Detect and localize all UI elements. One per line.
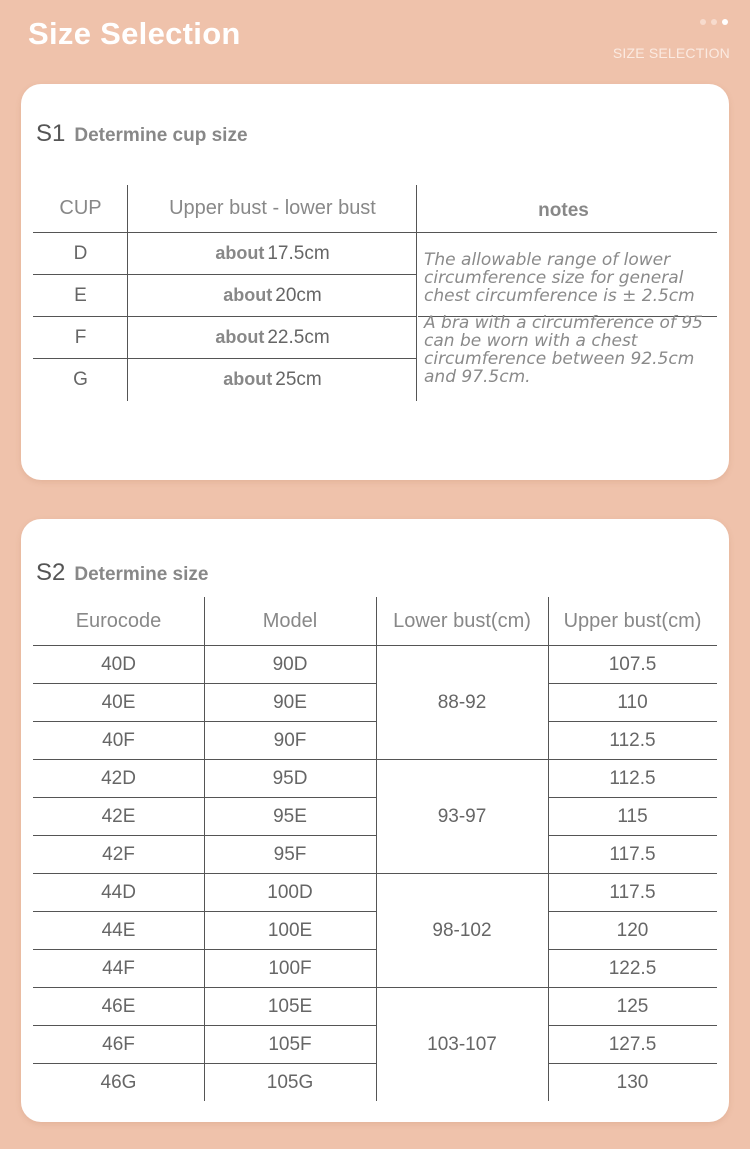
difference-cell [128,359,417,400]
cup-cell: F [74,326,87,348]
cup-cell: E [74,284,87,306]
difference-cell [128,317,417,358]
note-text: The allowable range of lower circumference size for general chest circumference is ± 2.5cm [424,250,695,306]
eurocode-cell: 40E [101,691,136,713]
eurocode-cell: 46G [100,1071,137,1093]
size-card [21,519,729,1122]
upper-bust-cell: 107.5 [608,653,657,675]
upper-bust-cell: 112.5 [609,767,656,789]
difference-cell [128,275,417,316]
lower-bust-cell: 88-92 [437,691,487,713]
section-title: Determine size [74,564,209,585]
upper-bust-cell: 122.5 [608,957,657,979]
model-cell: 90D [272,653,308,675]
model-cell: 105G [266,1071,314,1093]
page-subtitle: SIZE SELECTION [612,45,730,61]
model-cell: 100F [268,957,312,979]
carousel-dot-active[interactable] [722,19,728,25]
eurocode-cell: 42D [101,767,136,789]
lower-bust-cell: 98-102 [432,919,492,941]
eurocode-cell: 44F [102,957,135,979]
upper-bust-cell: 117.5 [609,843,656,865]
model-cell: 90E [273,691,307,713]
upper-bust-cell: 117.5 [609,881,656,903]
difference-value: 17.5cm [267,242,330,264]
cup-cell: G [73,368,88,390]
step-label: S2 [36,559,66,586]
column-header-lower-bust: Lower bust(cm) [393,609,531,632]
eurocode-cell: 46F [102,1033,135,1055]
eurocode-cell: 40D [101,653,136,675]
section-title: Determine cup size [74,125,248,146]
cup-cell: D [73,242,88,264]
difference-value: 25cm [275,368,322,390]
upper-bust-cell: 120 [616,919,649,941]
section-s2-heading [36,559,208,587]
eurocode-cell: 44E [101,919,136,941]
eurocode-cell: 42F [102,843,135,865]
column-header-eurocode: Eurocode [75,609,162,632]
carousel-dot[interactable] [700,19,706,25]
column-header-difference: Upper bust - lower bust [169,197,376,219]
eurocode-cell: 44D [101,881,136,903]
model-cell: 100E [267,919,313,941]
section-s1-heading [36,120,248,148]
lower-bust-cell: 93-97 [437,805,487,827]
difference-value: 20cm [275,284,322,306]
upper-bust-cell: 127.5 [608,1033,657,1055]
upper-bust-cell: 125 [616,995,649,1017]
eurocode-cell: 42E [101,805,136,827]
upper-bust-cell: 130 [616,1071,649,1093]
upper-bust-cell: 110 [617,691,648,713]
carousel-dots[interactable] [700,19,728,25]
difference-value: 22.5cm [267,326,330,348]
model-cell: 95F [273,843,307,865]
about-label: about [215,327,265,347]
step-label: S1 [36,120,66,147]
eurocode-cell: 40F [102,729,135,751]
carousel-dot[interactable] [711,19,717,25]
upper-bust-cell: 112.5 [609,729,656,751]
lower-bust-cell: 103-107 [427,1033,497,1055]
about-label: about [223,285,273,305]
model-cell: 105E [267,995,313,1017]
column-header-model: Model [262,609,318,632]
upper-bust-cell: 115 [617,805,648,827]
model-cell: 100D [267,881,313,903]
page-title: Size Selection [28,16,241,51]
model-cell: 105F [268,1033,312,1055]
about-label: about [223,369,273,389]
eurocode-cell: 46E [101,995,136,1017]
column-header-notes: notes [538,199,589,221]
column-header-cup: CUP [59,197,102,219]
model-cell: 95E [273,805,307,827]
note-text: A bra with a circumference of 95 can be worn with a chest circumference between 92.5cm and 97.5cm. [424,313,703,387]
about-label: about [215,243,265,263]
model-cell: 95D [272,767,308,789]
column-header-upper-bust: Upper bust(cm) [563,609,702,632]
model-cell: 90F [273,729,307,751]
cup-size-card [21,84,729,480]
difference-cell [128,233,417,274]
